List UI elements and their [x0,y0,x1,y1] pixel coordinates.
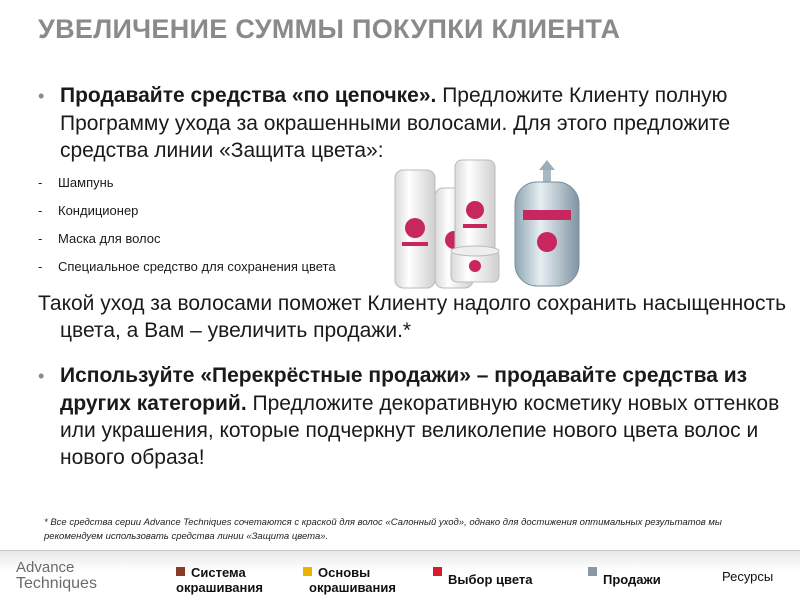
bullet-text: Предложите декоративную косметику новых оттенков или украшения, которые подчеркнут великолепие нового цвета волос и нового образа! [60,392,780,469]
slide-title: УВЕЛИЧЕНИЕ СУММЫ ПОКУПКИ КЛИЕНТА [38,14,621,44]
list-item: - Специальное средство для сохранения цвета [38,259,336,274]
square-icon [433,567,442,576]
product-list [38,176,336,288]
product-image [385,158,625,298]
footer-nav-bar [0,550,800,601]
list-item: - Маска для волос [38,231,161,246]
list-item: - Кондиционер [38,203,139,218]
bullet-bold-text: Используйте «Перекрёстные продажи» – продавайте средства из других категорий. [60,364,748,415]
bullet-text: Предложите Клиенту полную Программу ухода за окрашенными волосами. Для этого предложите средства линии «Защита цвета»: [60,84,731,162]
nav-color-choice[interactable]: Выбор цвета [433,567,532,587]
bullet-cross-selling [38,362,790,471]
bullet-chain-selling [38,82,790,164]
bullet-bold-text: Продавайте средства «по цепочке». [60,84,437,107]
paragraph-benefit: Такой уход за волосами поможет Клиенту надолго сохранить насыщенность цвета, а Вам – увеличить продажи.* [38,292,787,342]
advance-techniques-logo: Advance Techniques [16,559,97,592]
nav-coloring-basics[interactable]: Основы окрашивания [303,565,396,595]
list-item: - Шампунь [38,175,114,190]
nav-coloring-system[interactable]: Система окрашивания [176,565,263,595]
square-icon [303,567,312,576]
footnote: * Все средства серии Advance Techniques сочетаются с краской для волос «Салонный уход», однако для достижения оптимальных результатов мы рекомендуем использовать средства линии «Защита цвета». [44,517,722,542]
nav-sales[interactable]: Продажи [588,567,661,587]
square-icon [588,567,597,576]
bullet-dot: • [38,86,45,106]
nav-resources[interactable]: Ресурсы [722,569,774,584]
bullet-dot: • [38,366,45,386]
square-icon [176,567,185,576]
